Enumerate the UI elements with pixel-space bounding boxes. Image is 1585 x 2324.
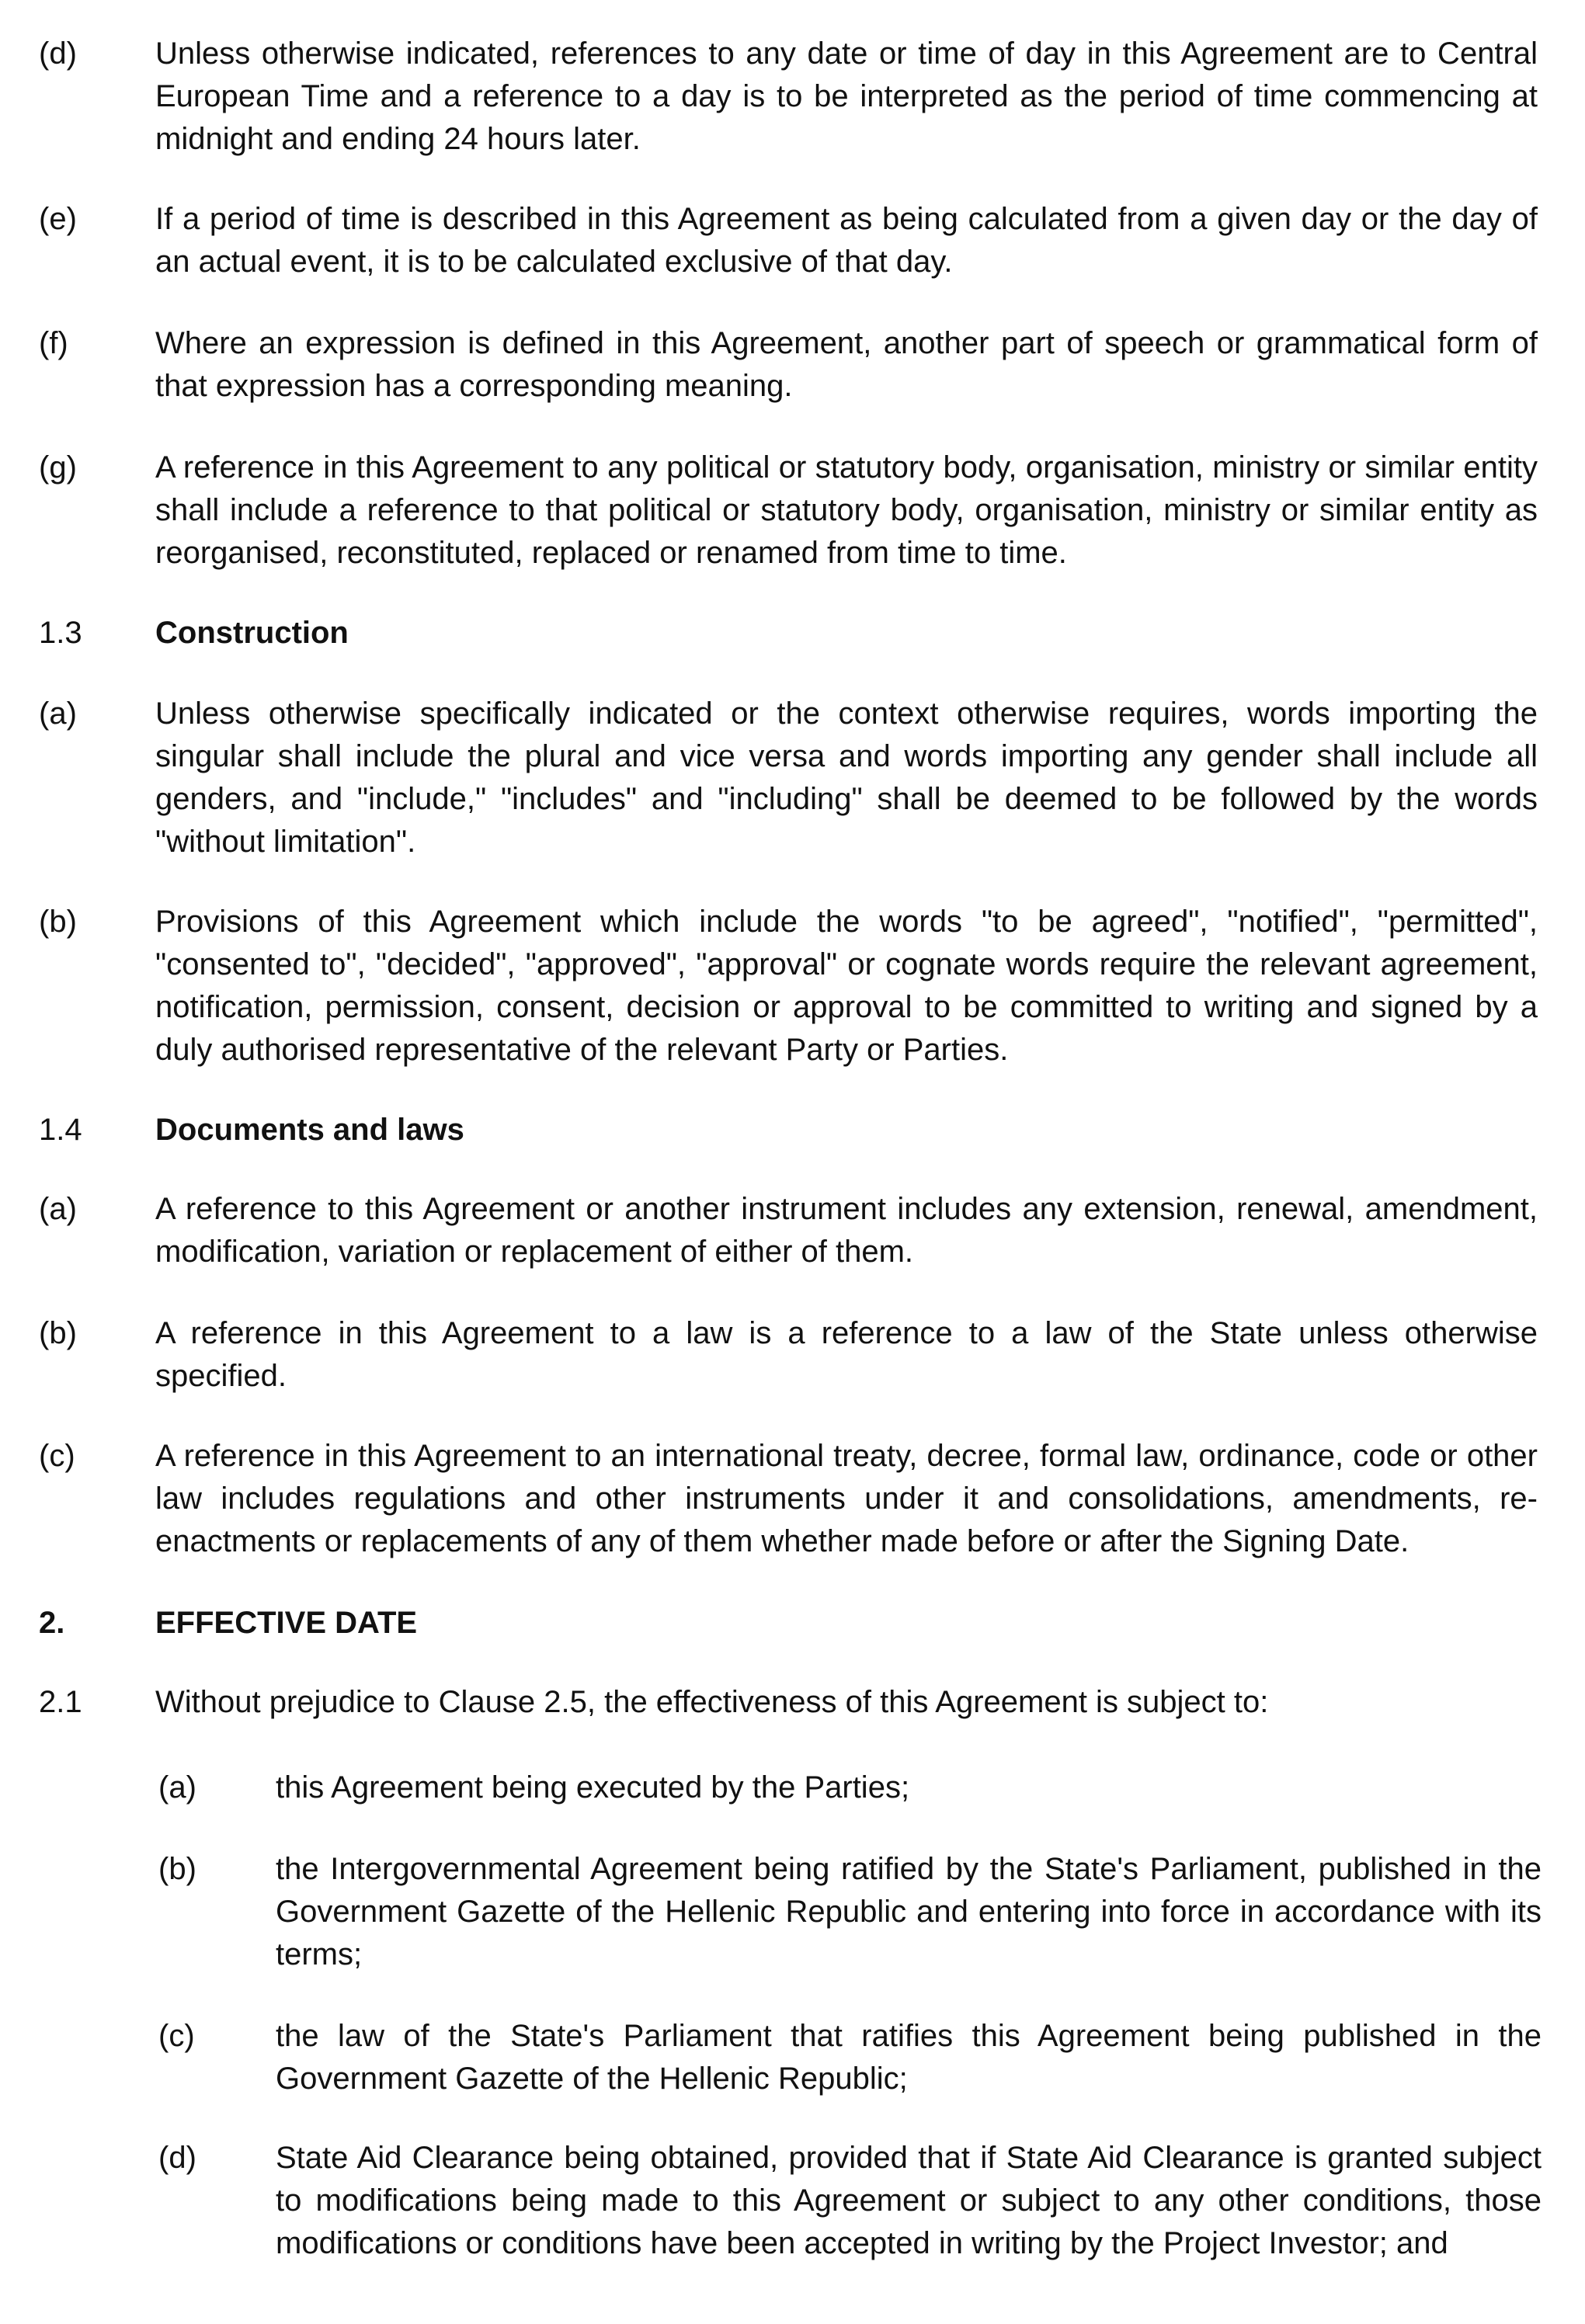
clause-text: the Intergovernmental Agreement being ratified by the State's Parliament, published in the Government Gazette of the Hellenic Republic and entering into force in accordance with its terms;: [276, 1852, 1542, 1971]
clause-label: (d): [158, 2141, 196, 2175]
clause-label: (a): [39, 697, 77, 731]
clause-text: Provisions of this Agreement which include the words "to be agreed", "notified", "permitted", "consented to", "decided", "approved", "approval" or cognate words require the relevant agreement, notification, permission, consent, decision or approval to be committed to writing and signed by a duly authorised representative of the relevant Party or Parties.: [155, 905, 1538, 1067]
section-title: EFFECTIVE DATE: [155, 1606, 418, 1640]
clause-text: this Agreement being executed by the Parties;: [276, 1770, 910, 1805]
clause-label: (c): [39, 1439, 75, 1473]
clause-label: (b): [39, 905, 77, 939]
clause-text: A reference in this Agreement to an international treaty, decree, formal law, ordinance, code or other law includes regulations and other instruments under it and consolidations, amendments, re-enactments or replacements of any of them whether made before or after the Signing Date.: [155, 1439, 1538, 1558]
section-title: Documents and laws: [155, 1113, 464, 1147]
clause-text: Without prejudice to Clause 2.5, the effectiveness of this Agreement is subject to:: [155, 1685, 1269, 1719]
clause-label: (c): [158, 2019, 195, 2053]
clause-label: (b): [158, 1852, 196, 1886]
clause-text: Where an expression is defined in this Agreement, another part of speech or grammatical form of that expression has a corresponding meaning.: [155, 326, 1538, 403]
section-number: 2.: [39, 1606, 65, 1640]
clause-label: (f): [39, 326, 68, 360]
section-number: 1.4: [39, 1113, 82, 1147]
clause-label: (b): [39, 1316, 77, 1350]
clause-text: Unless otherwise indicated, references to any date or time of day in this Agreement are to Central European Time and a reference to a day is to be interpreted as the period of time commencing at midnight and ending 24 hours later.: [155, 36, 1538, 156]
clause-text: Unless otherwise specifically indicated or the context otherwise requires, words importing the singular shall include the plural and vice versa and words importing any gender shall include all genders, and "include," "includes" and "including" shall be deemed to be followed by the words "without limitation".: [155, 697, 1538, 859]
clause-label: (e): [39, 202, 77, 236]
clause-text: A reference in this Agreement to a law is a reference to a law of the State unless otherwise specified.: [155, 1316, 1538, 1393]
section-number: 1.3: [39, 616, 82, 650]
clause-label: (a): [158, 1770, 196, 1805]
clause-label: 2.1: [39, 1685, 82, 1719]
clause-label: (d): [39, 36, 77, 71]
clause-text: the law of the State's Parliament that ratifies this Agreement being published in the Government Gazette of the Hellenic Republic;: [276, 2019, 1542, 2096]
section-title: Construction: [155, 616, 349, 650]
clause-label: (g): [39, 450, 77, 485]
clause-text: State Aid Clearance being obtained, provided that if State Aid Clearance is granted subject to modifications being made to this Agreement or subject to any other conditions, those modifications or conditions have been accepted in writing by the Project Investor; and: [276, 2141, 1542, 2260]
clause-text: A reference to this Agreement or another instrument includes any extension, renewal, amendment, modification, variation or replacement of either of them.: [155, 1192, 1538, 1269]
clause-text: A reference in this Agreement to any political or statutory body, organisation, ministry or similar entity shall include a reference to that political or statutory body, organisation, ministry or similar entity as reorganised, reconstituted, replaced or renamed from time to time.: [155, 450, 1538, 570]
clause-label: (a): [39, 1192, 77, 1226]
clause-text: If a period of time is described in this Agreement as being calculated from a given day or the day of an actual event, it is to be calculated exclusive of that day.: [155, 202, 1538, 279]
